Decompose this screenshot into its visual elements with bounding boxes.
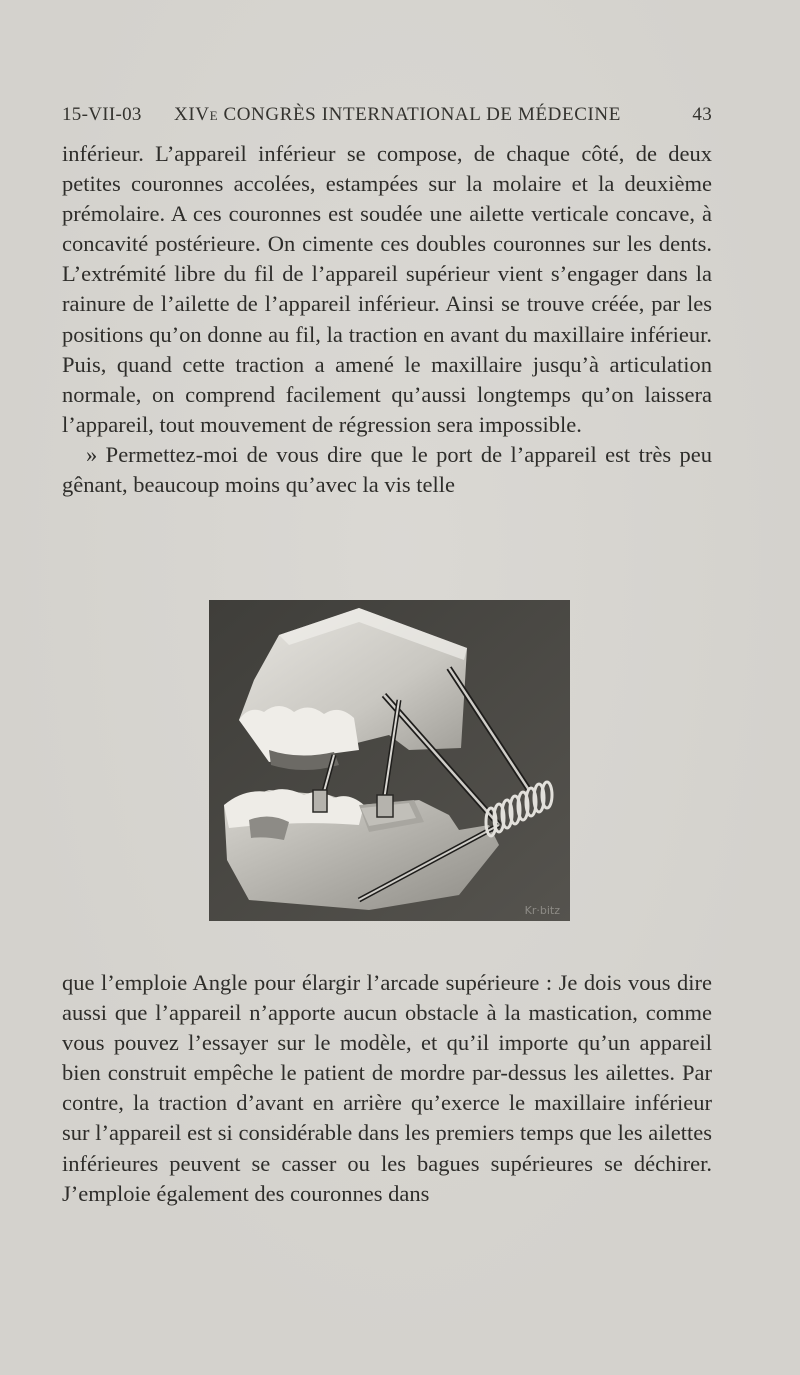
running-head — [62, 104, 712, 134]
dental-model-image — [209, 600, 570, 921]
header-date: 15-VII-03 — [62, 104, 142, 125]
engraver-credit: Kr·bitz — [524, 904, 560, 917]
body-text-top — [62, 139, 712, 500]
paragraph: que l’emploie Angle pour élargir l’arcade supérieure : Je dois vous dire aussi que l’appareil n’apporte aucun obstacle à la mastication, comme vous pouvez l’essayer sur le modèle, et qu’il importe qu’un appareil bien construit empêche le patient de mordre par-dessus les ailettes. Par contre, la traction d’avant en arrière qu’exerce le maxillaire inférieur sur l’appareil est si considérable dans les premiers temps que les ailettes inférieures peuvent se casser ou les bagues supérieures se déchirer. J’emploie également des couronnes dans — [62, 970, 712, 1206]
paragraph: inférieur. L’appareil inférieur se compose, de chaque côté, de deux petites couronnes accolées, estampées sur la molaire et la deuxième prémolaire. A ces couronnes est soudée une ailette verticale concave, à concavité postérieure. On cimente ces doubles couronnes sur les dents. L’extrémité libre du fil de l’appareil supérieur vient s’engager dans la rainure de l’ailette de l’appareil inférieur. Ainsi se trouve créée, par les positions qu’on donne au fil, la traction en avant du maxillaire inférieur. Puis, quand cette traction a amené le maxillaire jusqu’à articulation normale, on comprend facilement qu’aussi longtemps qu’on laissera l’appareil, tout mouvement de régression sera impossible. — [62, 141, 712, 437]
page-number: 43 — [692, 104, 712, 125]
header-title: XIVe CONGRÈS INTERNATIONAL DE MÉDECINE — [174, 104, 621, 125]
dental-appliance-illustration — [209, 600, 570, 921]
body-text-bottom — [62, 968, 712, 1209]
paragraph: » Permettez-moi de vous dire que le port de l’appareil est très peu gênant, beaucoup moins qu’avec la vis telle — [62, 441, 712, 498]
